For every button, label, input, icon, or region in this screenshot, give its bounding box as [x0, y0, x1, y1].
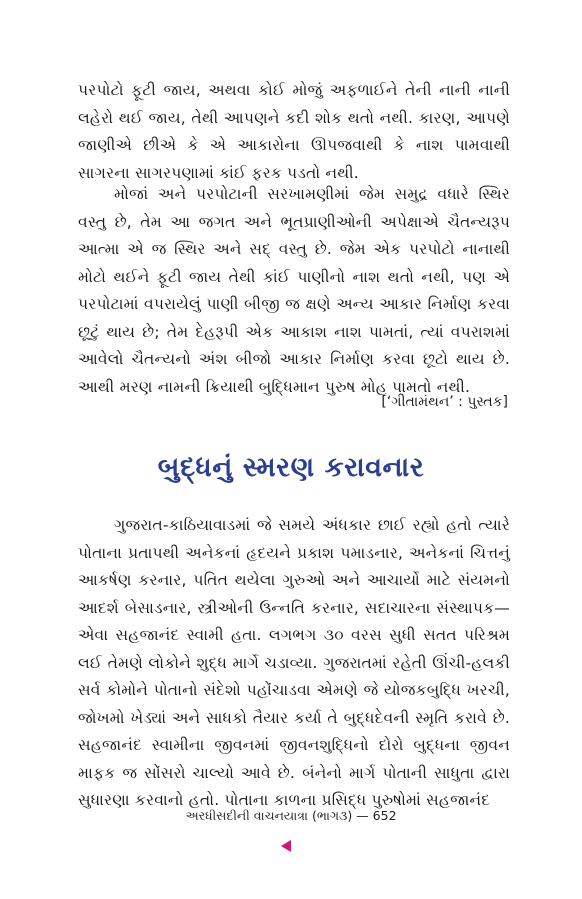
page-footer: અરધીસદીની વાચનયાત્રા (ભાગ૩) — 652 — [185, 808, 397, 823]
paragraph-2: મોજાં અને પરપોટાની સરખામણીમાં જેમ સમુદ્ર વધારે સ્થિર વસ્તુ છે, તેમ આ જગત અને ભૂતપ્રાણીઓની અપેક્ષાએ ચૈતન્યરૂપ આત્મા એ જ સ્થિર અને સદ્ વસ્તુ છે. જેમ એક પરપોટો નાનાથી મોટો થઈને ફૂટી જાય તેથી કાંઈ પાણીનો નાશ થતો નથી, પણ એ પરપોટામાં વપરાયેલું પાણી બીજી જ ક્ષણે અન્ય આકાર નિર્માણ કરવા છૂટું થાય છે; તેમ દેહરૂપી એક આકાશ નાશ પામતાં, ત્યાં વપરાશમાં આવેલો ચૈતન્યનો અંશ બીજો આકાર નિર્માણ કરવા છૂટો થાય છે. આથી મરણ નામની ક્રિયાથી બુદ્ધિમાન પુરુષ મોહ પામતો નથી. — [78, 185, 510, 396]
paragraph-1: પરપોટો ફૂટી જાય, અથવા કોઈ મોજું અફળાઈને તેની નાની નાની લહેરો થઈ જાય, તેથી આપણને કદી શોક થતો નથી. કારણ, આપણે જાણીએ છીએ કે એ આકારોના ઊપજવાથી કે નાશ પામવાથી સાગરના સાગરપણામાં કાંઈ ફરક પડતો નથી. — [78, 81, 510, 182]
previous-page-icon[interactable] — [281, 840, 291, 852]
paragraph-3: ગુજરાત-કાઠિયાવાડમાં જે સમયે અંધકાર છાઈ રહ્યો હતો ત્યારે પોતાના પ્રતાપથી અનેકનાં હૃદયને પ્રકાશ પમાડનાર, અનેકનાં ચિત્તનું આકર્ષણ કરનાર, પતિત થયેલા ગુરુઓ અને આચાર્યો માટે સંયમનો આદર્શ બેસાડનાર, સ્ત્રીઓની ઉન્નતિ કરનાર, સદાચારના સંસ્થાપક—એવા સહજાનંદ સ્વામી હતા. લગભગ ૩૦ વરસ સુધી સતત પરિશ્રમ લઈ તેમણે લોકોને શુદ્ધ માર્ગે ચડાવ્યા. ગુજરાતમાં રહેતી ઊંચી-હલકી સર્વ કોમોને પોતાનો સંદેશો પહોંચાડવા એમણે જે યોજકબુદ્ધિ ખરચી, જોખમો ખેડ્યાં અને સાધકો તૈયાર કર્યા તે બુદ્ધદેવની સ્મૃતિ કરાવે છે. સહજાનંદ સ્વામીના જીવનમાં જીવનશુદ્ધિનો દોરો બુદ્ધના જીવન માફક જ સોંસરો ચાલ્યો આવે છે. બંનેનો માર્ગ પોતાની સાધુતા દ્વારા સુધારણા કરવાનો હતો. પોતાના કાળના પ્રસિદ્ધ પુરુષોમાં સહજાનંદ — [78, 516, 510, 809]
section-heading: બુદ્ધનું સ્મરણ કરાવનાર — [157, 452, 425, 483]
source-citation: [‘ગીતામંથન’ : પુસ્તક] — [381, 394, 508, 410]
